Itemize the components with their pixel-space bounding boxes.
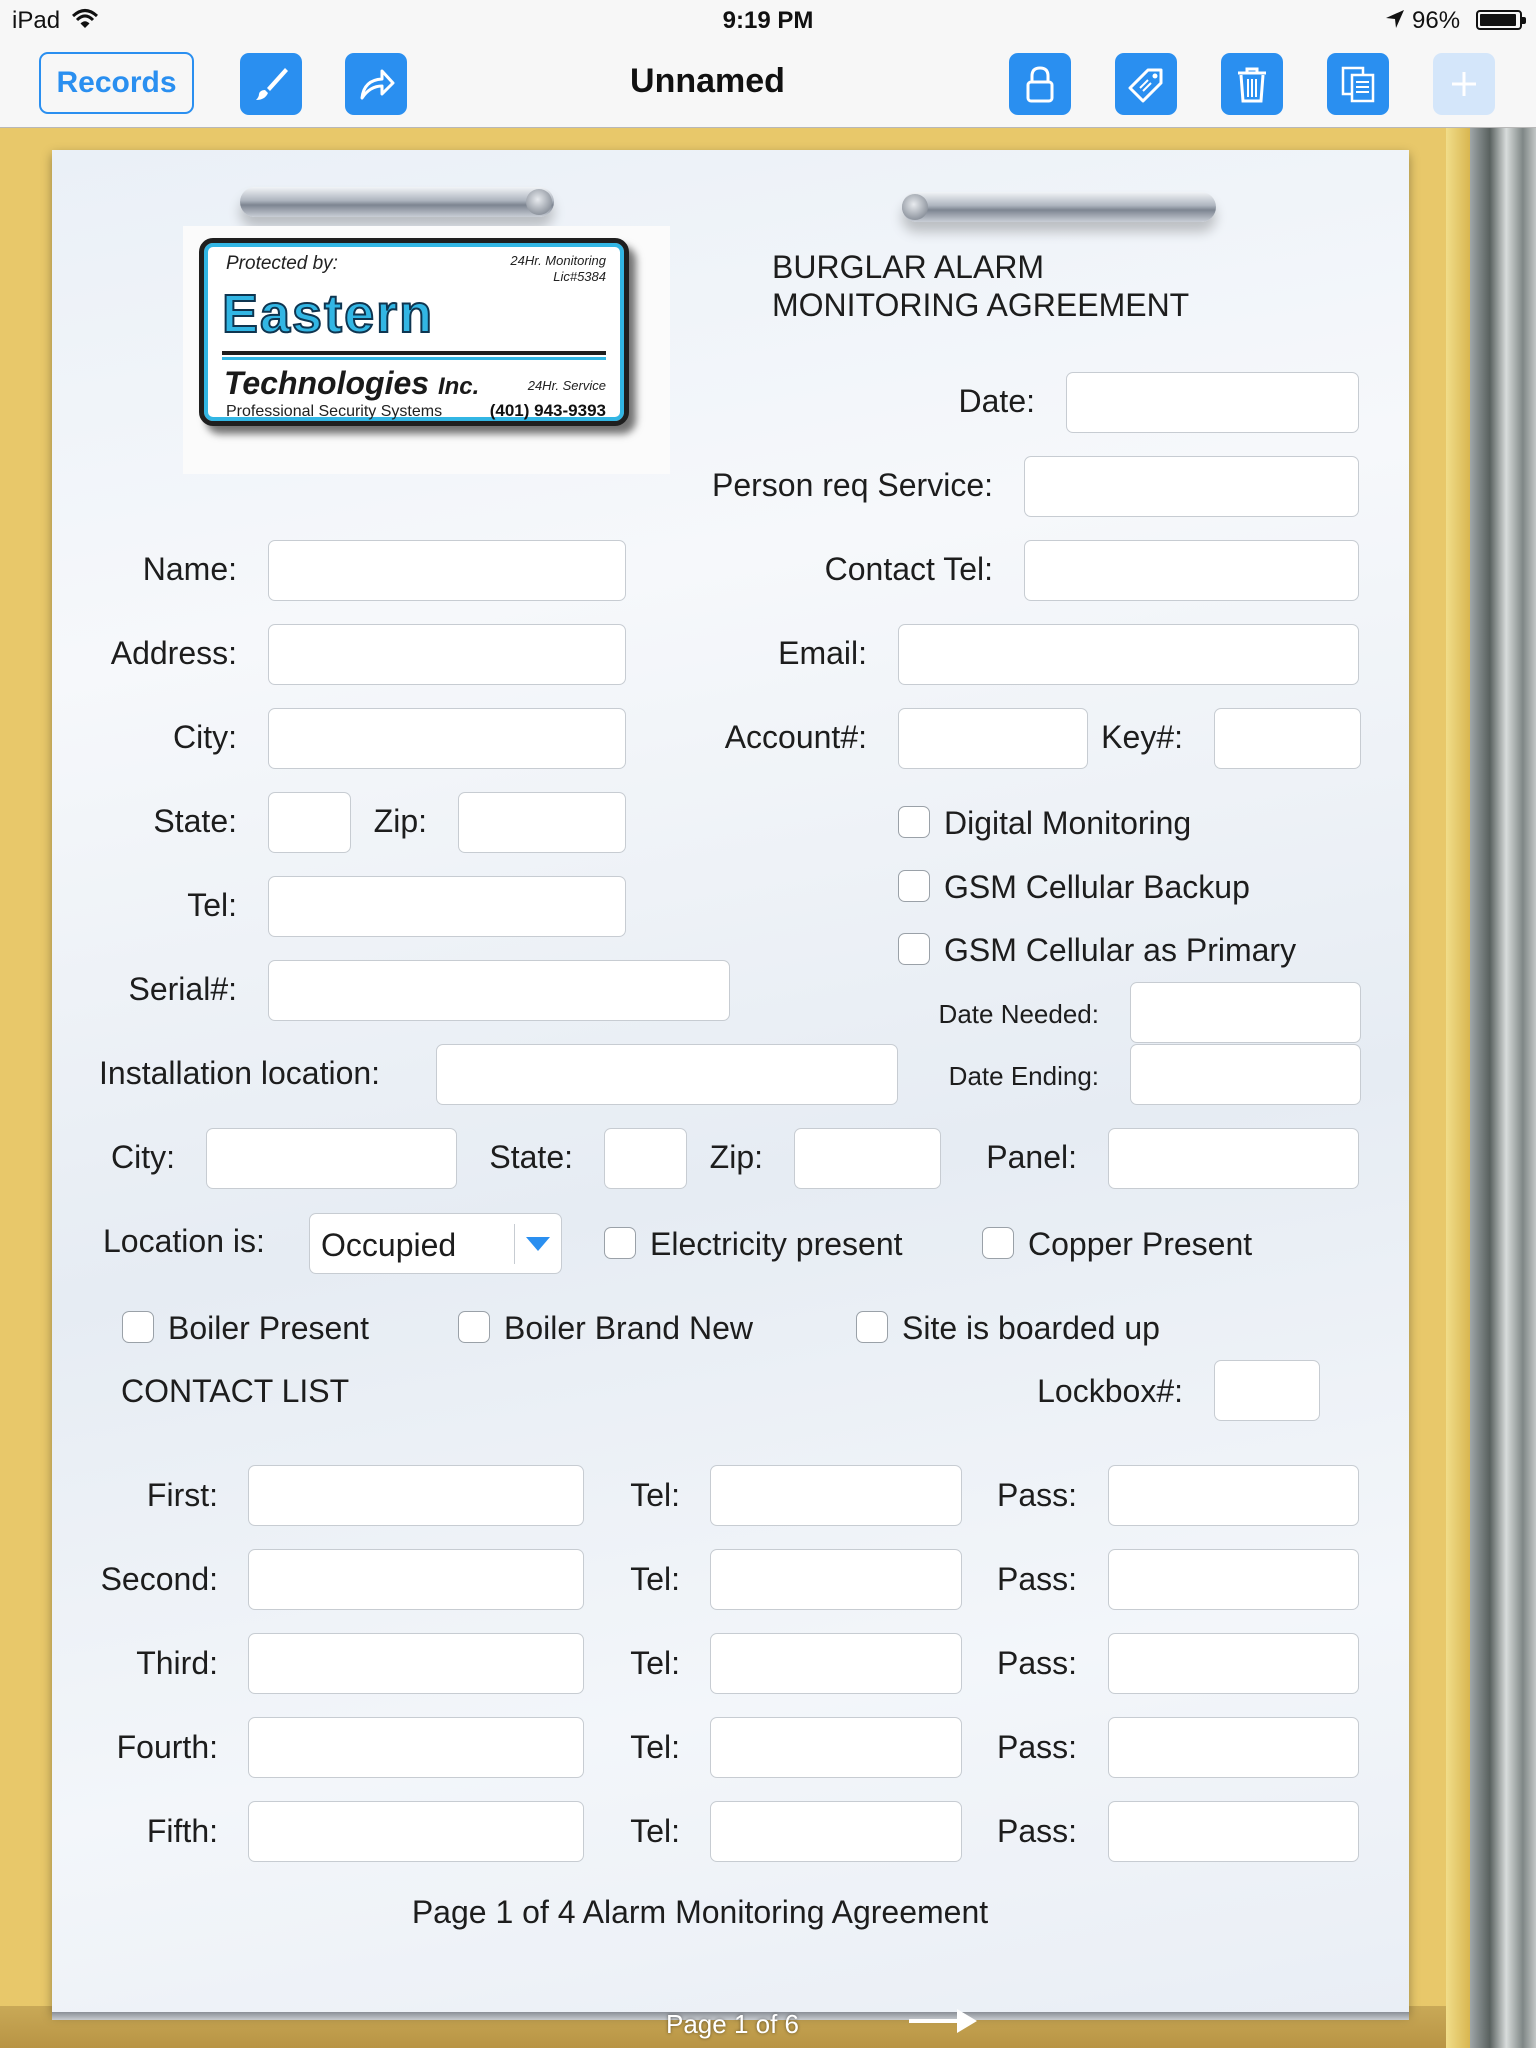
gsm-primary-label: GSM Cellular as Primary [944,932,1297,968]
copy-icon [1338,64,1378,104]
logo-service: 24Hr. Service [527,378,606,393]
contact-tel-label: Tel: [630,1813,680,1849]
date-needed-label: Date Needed: [938,999,1099,1029]
contact-label: First: [146,1477,218,1513]
installation-location-field[interactable] [436,1044,898,1105]
location-arrow-icon [1384,8,1406,30]
logo-name-top: Eastern [222,284,435,344]
copy-button[interactable] [1327,53,1389,115]
contact-pass-label: Pass: [996,1729,1077,1765]
contact-pass-field[interactable] [1108,1633,1359,1694]
next-page-arrow-icon[interactable] [905,2004,983,2038]
toolbar [0,40,1536,128]
location-select-value: Occupied [321,1227,457,1263]
install-zip-field[interactable] [794,1128,941,1189]
contact-tel-field[interactable] [710,1465,962,1526]
contact-tel-label: Tel: [630,1729,680,1765]
state-label: State: [153,803,237,839]
address-field[interactable] [268,624,626,685]
install-state-label: State: [489,1139,573,1175]
contact-label: Fourth: [116,1729,218,1765]
paper-clip-left [240,187,554,217]
installation-location-label: Installation location: [99,1055,381,1091]
contact-tel-field[interactable] [710,1801,962,1862]
add-icon [1444,64,1484,104]
logo-phone: (401) 943-9393 [489,401,606,420]
logo-monitoring: 24Hr. Monitoring Lic#5384 [510,253,606,284]
add-button[interactable] [1433,53,1495,115]
serial-field[interactable] [268,960,730,1021]
boarded-up-checkbox[interactable] [856,1311,888,1343]
logo-protected-by: Protected by: [226,253,338,274]
clock: 9:19 PM [722,7,814,34]
tag-button[interactable] [1115,53,1177,115]
logo-tagline: Professional Security Systems [226,403,443,420]
boarded-up-label: Site is boarded up [902,1310,1160,1346]
digital-monitoring-label: Digital Monitoring [944,805,1192,841]
contact-name-field[interactable] [248,1465,584,1526]
install-zip-label: Zip: [709,1139,763,1175]
date-field[interactable] [1066,372,1359,433]
contact-name-field[interactable] [248,1717,584,1778]
paper-clip-right [902,192,1216,222]
state-field[interactable] [268,792,351,853]
panel-label: Panel: [986,1139,1077,1175]
status-bar [0,0,1536,40]
lockbox-field[interactable] [1214,1360,1320,1421]
contact-pass-field[interactable] [1108,1717,1359,1778]
person-req-service-label: Person req Service: [711,467,993,503]
contact-pass-label: Pass: [996,1561,1077,1597]
contact-tel-label: Tel: [630,1477,680,1513]
lockbox-label: Lockbox#: [1037,1373,1183,1409]
name-field[interactable] [268,540,626,601]
contact-tel-label: Tel: [630,1561,680,1597]
contact-tel-field[interactable] [710,1633,962,1694]
contact-tel-label: Contact Tel: [824,551,993,587]
date-ending-field[interactable] [1130,1044,1361,1105]
install-city-label: City: [111,1139,175,1175]
contact-label: Third: [136,1645,218,1681]
panel-field[interactable] [1108,1128,1359,1189]
contact-pass-field[interactable] [1108,1465,1359,1526]
location-select[interactable] [309,1213,562,1274]
boiler-present-label: Boiler Present [168,1310,369,1346]
city-field[interactable] [268,708,626,769]
delete-button[interactable] [1221,53,1283,115]
email-label: Email: [778,635,867,671]
lock-button[interactable] [1009,53,1071,115]
tel-field[interactable] [268,876,626,937]
document-title: Unnamed [630,62,785,100]
copper-checkbox[interactable] [982,1227,1014,1259]
contact-name-field[interactable] [248,1801,584,1862]
zip-label: Zip: [373,803,427,839]
company-logo [183,226,670,474]
contact-name-field[interactable] [248,1633,584,1694]
tag-icon [1126,64,1166,104]
trash-icon [1232,64,1272,104]
gsm-primary-checkbox[interactable] [898,933,930,965]
location-is-label: Location is: [103,1223,265,1259]
contact-tel-field[interactable] [1024,540,1359,601]
serial-label: Serial#: [128,971,237,1007]
digital-monitoring-checkbox[interactable] [898,806,930,838]
background-photo [1470,128,1536,2048]
battery-icon [1476,10,1522,30]
contact-tel-field[interactable] [710,1717,962,1778]
date-label: Date: [958,383,1035,419]
lock-icon [1020,64,1060,104]
battery-percent: 96% [1412,7,1461,34]
tel-label: Tel: [187,887,237,923]
contact-name-field[interactable] [248,1549,584,1610]
binder-edge [1446,128,1470,2048]
account-label: Account#: [724,719,867,755]
account-field[interactable] [898,708,1088,769]
person-req-service-field[interactable] [1024,456,1359,517]
install-city-field[interactable] [206,1128,457,1189]
contact-tel-field[interactable] [710,1549,962,1610]
contact-pass-field[interactable] [1108,1801,1359,1862]
date-needed-field[interactable] [1130,982,1361,1043]
contact-pass-field[interactable] [1108,1549,1359,1610]
copper-label: Copper Present [1028,1226,1253,1262]
boiler-present-checkbox[interactable] [122,1311,154,1343]
install-state-field[interactable] [604,1128,687,1189]
contact-label: Fifth: [146,1813,218,1849]
city-label: City: [173,719,237,755]
boiler-new-label: Boiler Brand New [504,1310,753,1346]
contact-tel-label: Tel: [630,1645,680,1681]
zip-field[interactable] [458,792,626,853]
page-footer: Page 1 of 4 Alarm Monitoring Agreement [411,1894,989,1930]
electricity-label: Electricity present [650,1226,903,1262]
logo-name-bottom: Technologies Inc. [224,365,480,401]
contact-list-heading: CONTACT LIST [121,1373,350,1409]
electricity-checkbox[interactable] [604,1227,636,1259]
key-label: Key#: [1101,719,1183,755]
key-field[interactable] [1214,708,1361,769]
records-button[interactable]: Records [39,52,194,114]
contact-pass-label: Pass: [996,1477,1077,1513]
email-field[interactable] [898,624,1359,685]
contact-pass-label: Pass: [996,1813,1077,1849]
date-ending-label: Date Ending: [948,1061,1099,1091]
boiler-new-checkbox[interactable] [458,1311,490,1343]
device-name: iPad [12,7,61,34]
contact-label: Second: [100,1561,218,1597]
page-indicator: Page 1 of 6 [666,2009,799,2039]
gsm-backup-label: GSM Cellular Backup [944,869,1250,905]
contact-pass-label: Pass: [996,1645,1077,1681]
address-label: Address: [110,635,237,671]
form-title: BURGLAR ALARM MONITORING AGREEMENT [772,249,1190,323]
chevron-down-icon [524,1234,552,1254]
gsm-backup-checkbox[interactable] [898,870,930,902]
name-label: Name: [142,551,237,587]
